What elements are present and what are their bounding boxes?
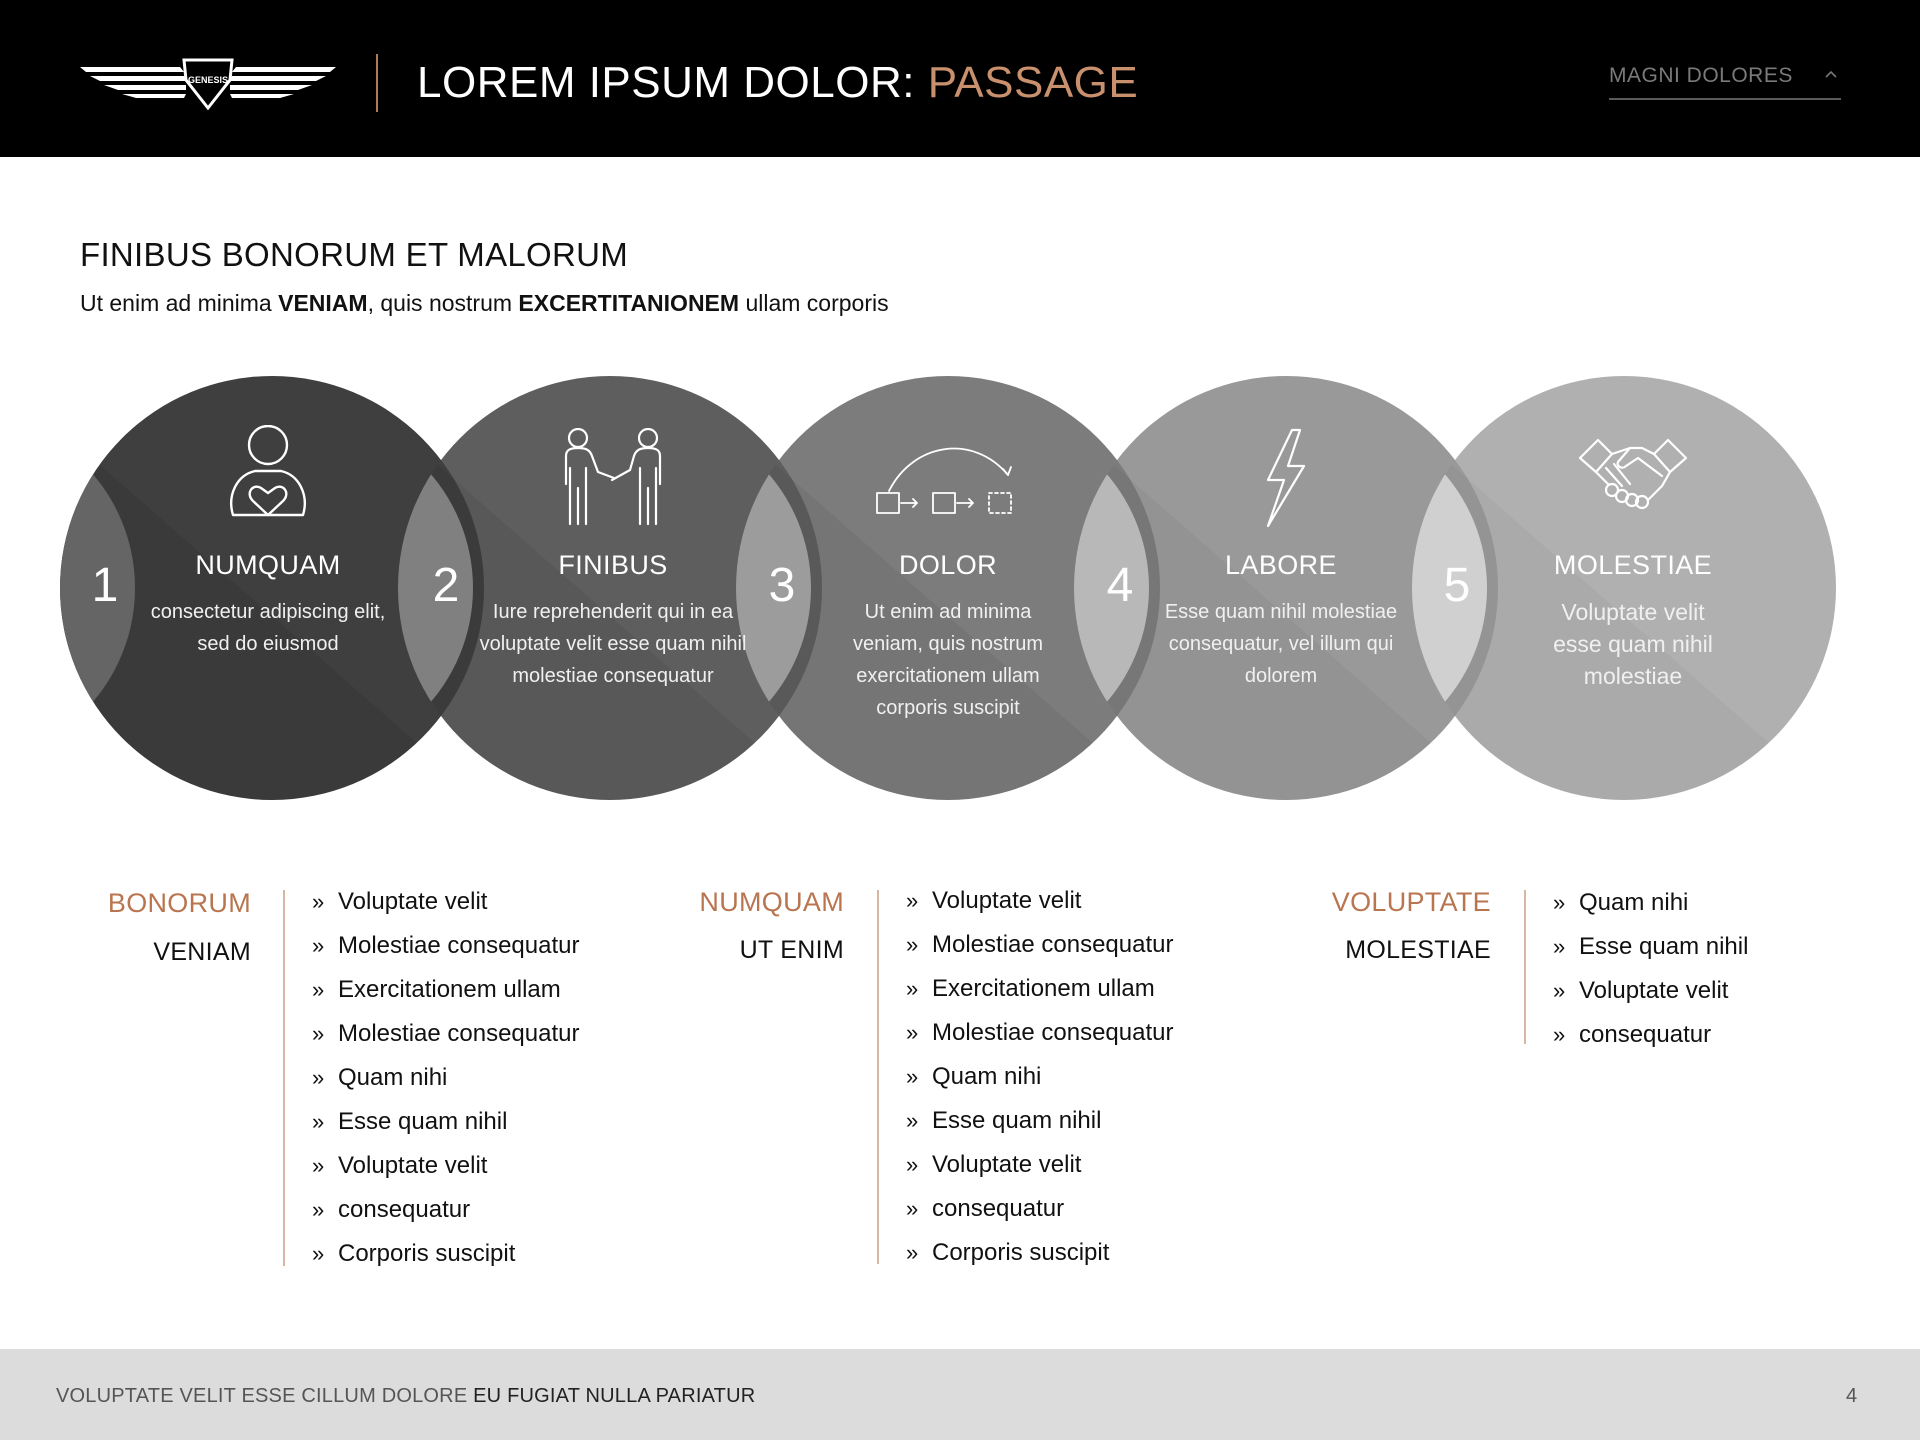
step-title: DOLOR <box>898 550 998 580</box>
step-description: consectetur adipiscing elit, sed do eiusmod <box>150 601 386 655</box>
group-3-label-top: VOLUPTATE <box>1331 887 1491 917</box>
bullet-glyph: » <box>906 1196 919 1221</box>
list-item <box>906 879 1173 923</box>
subtitle-bold: VENIAM <box>278 290 368 316</box>
step-number-5: 5 <box>1443 559 1471 612</box>
step-description: Esse quam nihil molestiae consequatur, vel illum qui dolorem <box>1164 601 1398 687</box>
list-item <box>312 1056 579 1100</box>
list-item <box>906 1143 1173 1187</box>
step-number-1: 1 <box>91 559 119 612</box>
list-item-text: consequatur <box>1579 1021 1712 1048</box>
list-item-text: Voluptate velit <box>1579 977 1729 1004</box>
subtitle-text: ullam corporis <box>739 290 889 316</box>
step-number-3: 3 <box>768 559 796 612</box>
list-item-text: Molestiae consequatur <box>932 931 1174 958</box>
bullet-glyph: » <box>906 976 919 1001</box>
list-item-text: Quam nihi <box>338 1064 448 1091</box>
bullet-glyph: » <box>1553 1022 1566 1047</box>
bullet-glyph: » <box>906 1108 919 1133</box>
group-1-list <box>312 880 579 1276</box>
list-item-text: consequatur <box>932 1195 1065 1222</box>
bullet-glyph: » <box>312 1153 325 1178</box>
list-item-text: Esse quam nihil <box>338 1108 508 1135</box>
subtitle-text: Ut enim ad minima <box>80 290 279 316</box>
step-title: MOLESTIAE <box>1553 550 1713 580</box>
group-1-label-top: BONORUM <box>107 888 251 918</box>
list-item-text: Voluptate velit <box>932 1151 1082 1178</box>
bullet-glyph: » <box>906 932 919 957</box>
bullet-glyph: » <box>906 1020 919 1045</box>
bullet-glyph: » <box>312 1197 325 1222</box>
list-item <box>906 1099 1173 1143</box>
list-item <box>906 1231 1173 1275</box>
list-item <box>1553 969 1748 1013</box>
step-number-4: 4 <box>1106 559 1134 612</box>
step-description: Ut enim ad minima veniam, quis nostrum exercitationem ullam corporis suscipit <box>852 601 1044 719</box>
bullet-glyph: » <box>312 1021 325 1046</box>
list-item-text: Corporis suscipit <box>338 1240 516 1267</box>
list-item-text: Exercitationem ullam <box>932 975 1155 1002</box>
genesis-logo <box>80 56 336 112</box>
header-divider <box>376 54 378 112</box>
bullet-glyph: » <box>906 1064 919 1089</box>
bullet-glyph: » <box>312 977 325 1002</box>
bullet-glyph: » <box>1553 978 1566 1003</box>
list-item-text: Esse quam nihil <box>1579 933 1749 960</box>
list-item <box>312 924 579 968</box>
list-item <box>906 1055 1173 1099</box>
list-item-text: Corporis suscipit <box>932 1239 1110 1266</box>
list-item <box>312 968 579 1012</box>
chevron-up-icon <box>1821 66 1841 82</box>
step-title: FINIBUS <box>558 550 668 580</box>
footer-bar <box>0 1349 1920 1440</box>
list-item <box>312 1188 579 1232</box>
list-item-text: Molestiae consequatur <box>338 1020 580 1047</box>
header-bar <box>0 0 1920 157</box>
step-description: Iure reprehenderit qui in ea voluptate velit esse quam nihil molestiae consequatur <box>479 601 747 687</box>
bullet-glyph: » <box>906 1152 919 1177</box>
page-number: 4 <box>1846 1385 1858 1407</box>
step-number-2: 2 <box>432 559 460 612</box>
step-3 <box>808 370 1088 810</box>
step-title: NUMQUAM <box>195 550 341 580</box>
people-handshake-icon <box>558 428 668 528</box>
subtitle-text: , quis nostrum <box>367 290 519 316</box>
bullet-glyph: » <box>906 1240 919 1265</box>
bullet-glyph: » <box>312 889 325 914</box>
group-2-label-bottom: UT ENIM <box>739 936 844 964</box>
group-3-divider <box>1524 890 1526 1044</box>
list-item-text: Molestiae consequatur <box>932 1019 1174 1046</box>
group-1-divider <box>283 890 285 1266</box>
lightning-bolt-icon <box>1226 428 1336 528</box>
list-item <box>312 1232 579 1276</box>
section-subtitle <box>80 290 889 317</box>
group-2-divider <box>877 890 879 1264</box>
list-item <box>312 1012 579 1056</box>
footer-text-dark: EU FUGIAT NULLA PARIATUR <box>473 1385 756 1407</box>
svg-text:GENESIS: GENESIS <box>187 75 229 85</box>
page-title <box>417 58 1138 108</box>
bullet-glyph: » <box>312 1109 325 1134</box>
footer-text-light: VOLUPTATE VELIT ESSE CILLUM DOLORE <box>56 1385 474 1407</box>
list-item <box>906 967 1173 1011</box>
bullet-glyph: » <box>312 933 325 958</box>
step-description: Voluptate velit esse quam nihil molestiae <box>1553 599 1713 689</box>
list-item-text: Voluptate velit <box>338 1152 488 1179</box>
group-2-label-top: NUMQUAM <box>699 887 844 917</box>
section-title: FINIBUS BONORUM ET MALORUM <box>80 236 629 273</box>
list-item-text: Exercitationem ullam <box>338 976 561 1003</box>
list-item-text: Voluptate velit <box>932 887 1082 914</box>
dropdown-label: MAGNI DOLORES <box>1609 64 1793 87</box>
handshake-icon <box>1578 432 1688 532</box>
subtitle-bold: EXCERTITANIONEM <box>518 290 740 316</box>
list-item <box>906 1187 1173 1231</box>
bullet-glyph: » <box>906 888 919 913</box>
list-item-text: Voluptate velit <box>338 888 488 915</box>
group-3-label-bottom: MOLESTIAE <box>1345 936 1491 964</box>
group-1-label-bottom: VENIAM <box>153 938 251 966</box>
process-flow-icon <box>868 425 1028 525</box>
bullet-glyph: » <box>1553 934 1566 959</box>
group-2-list <box>906 879 1173 1275</box>
list-item <box>906 923 1173 967</box>
list-item <box>1553 881 1748 925</box>
magni-dolores-dropdown[interactable] <box>1609 60 1841 100</box>
bullet-glyph: » <box>312 1241 325 1266</box>
group-3-list <box>1553 881 1748 1057</box>
step-title: LABORE <box>1225 550 1337 580</box>
bullet-glyph: » <box>1553 890 1566 915</box>
list-item-text: consequatur <box>338 1196 471 1223</box>
list-item <box>312 1100 579 1144</box>
page-title-accent: PASSAGE <box>927 58 1139 107</box>
step-2 <box>473 370 753 810</box>
process-steps <box>0 370 1920 810</box>
person-heart-icon <box>213 425 323 525</box>
footer-text <box>56 1385 755 1408</box>
list-item <box>312 880 579 924</box>
list-item <box>1553 1013 1748 1057</box>
step-1 <box>128 370 408 810</box>
list-item <box>312 1144 579 1188</box>
list-item-text: Quam nihi <box>1579 889 1689 916</box>
list-item <box>1553 925 1748 969</box>
bullet-glyph: » <box>312 1065 325 1090</box>
step-5 <box>1493 370 1773 810</box>
list-item <box>906 1011 1173 1055</box>
step-4 <box>1141 370 1421 810</box>
list-item-text: Molestiae consequatur <box>338 932 580 959</box>
list-item-text: Quam nihi <box>932 1063 1042 1090</box>
page-title-main: LOREM IPSUM DOLOR: <box>417 58 928 107</box>
list-item-text: Esse quam nihil <box>932 1107 1102 1134</box>
